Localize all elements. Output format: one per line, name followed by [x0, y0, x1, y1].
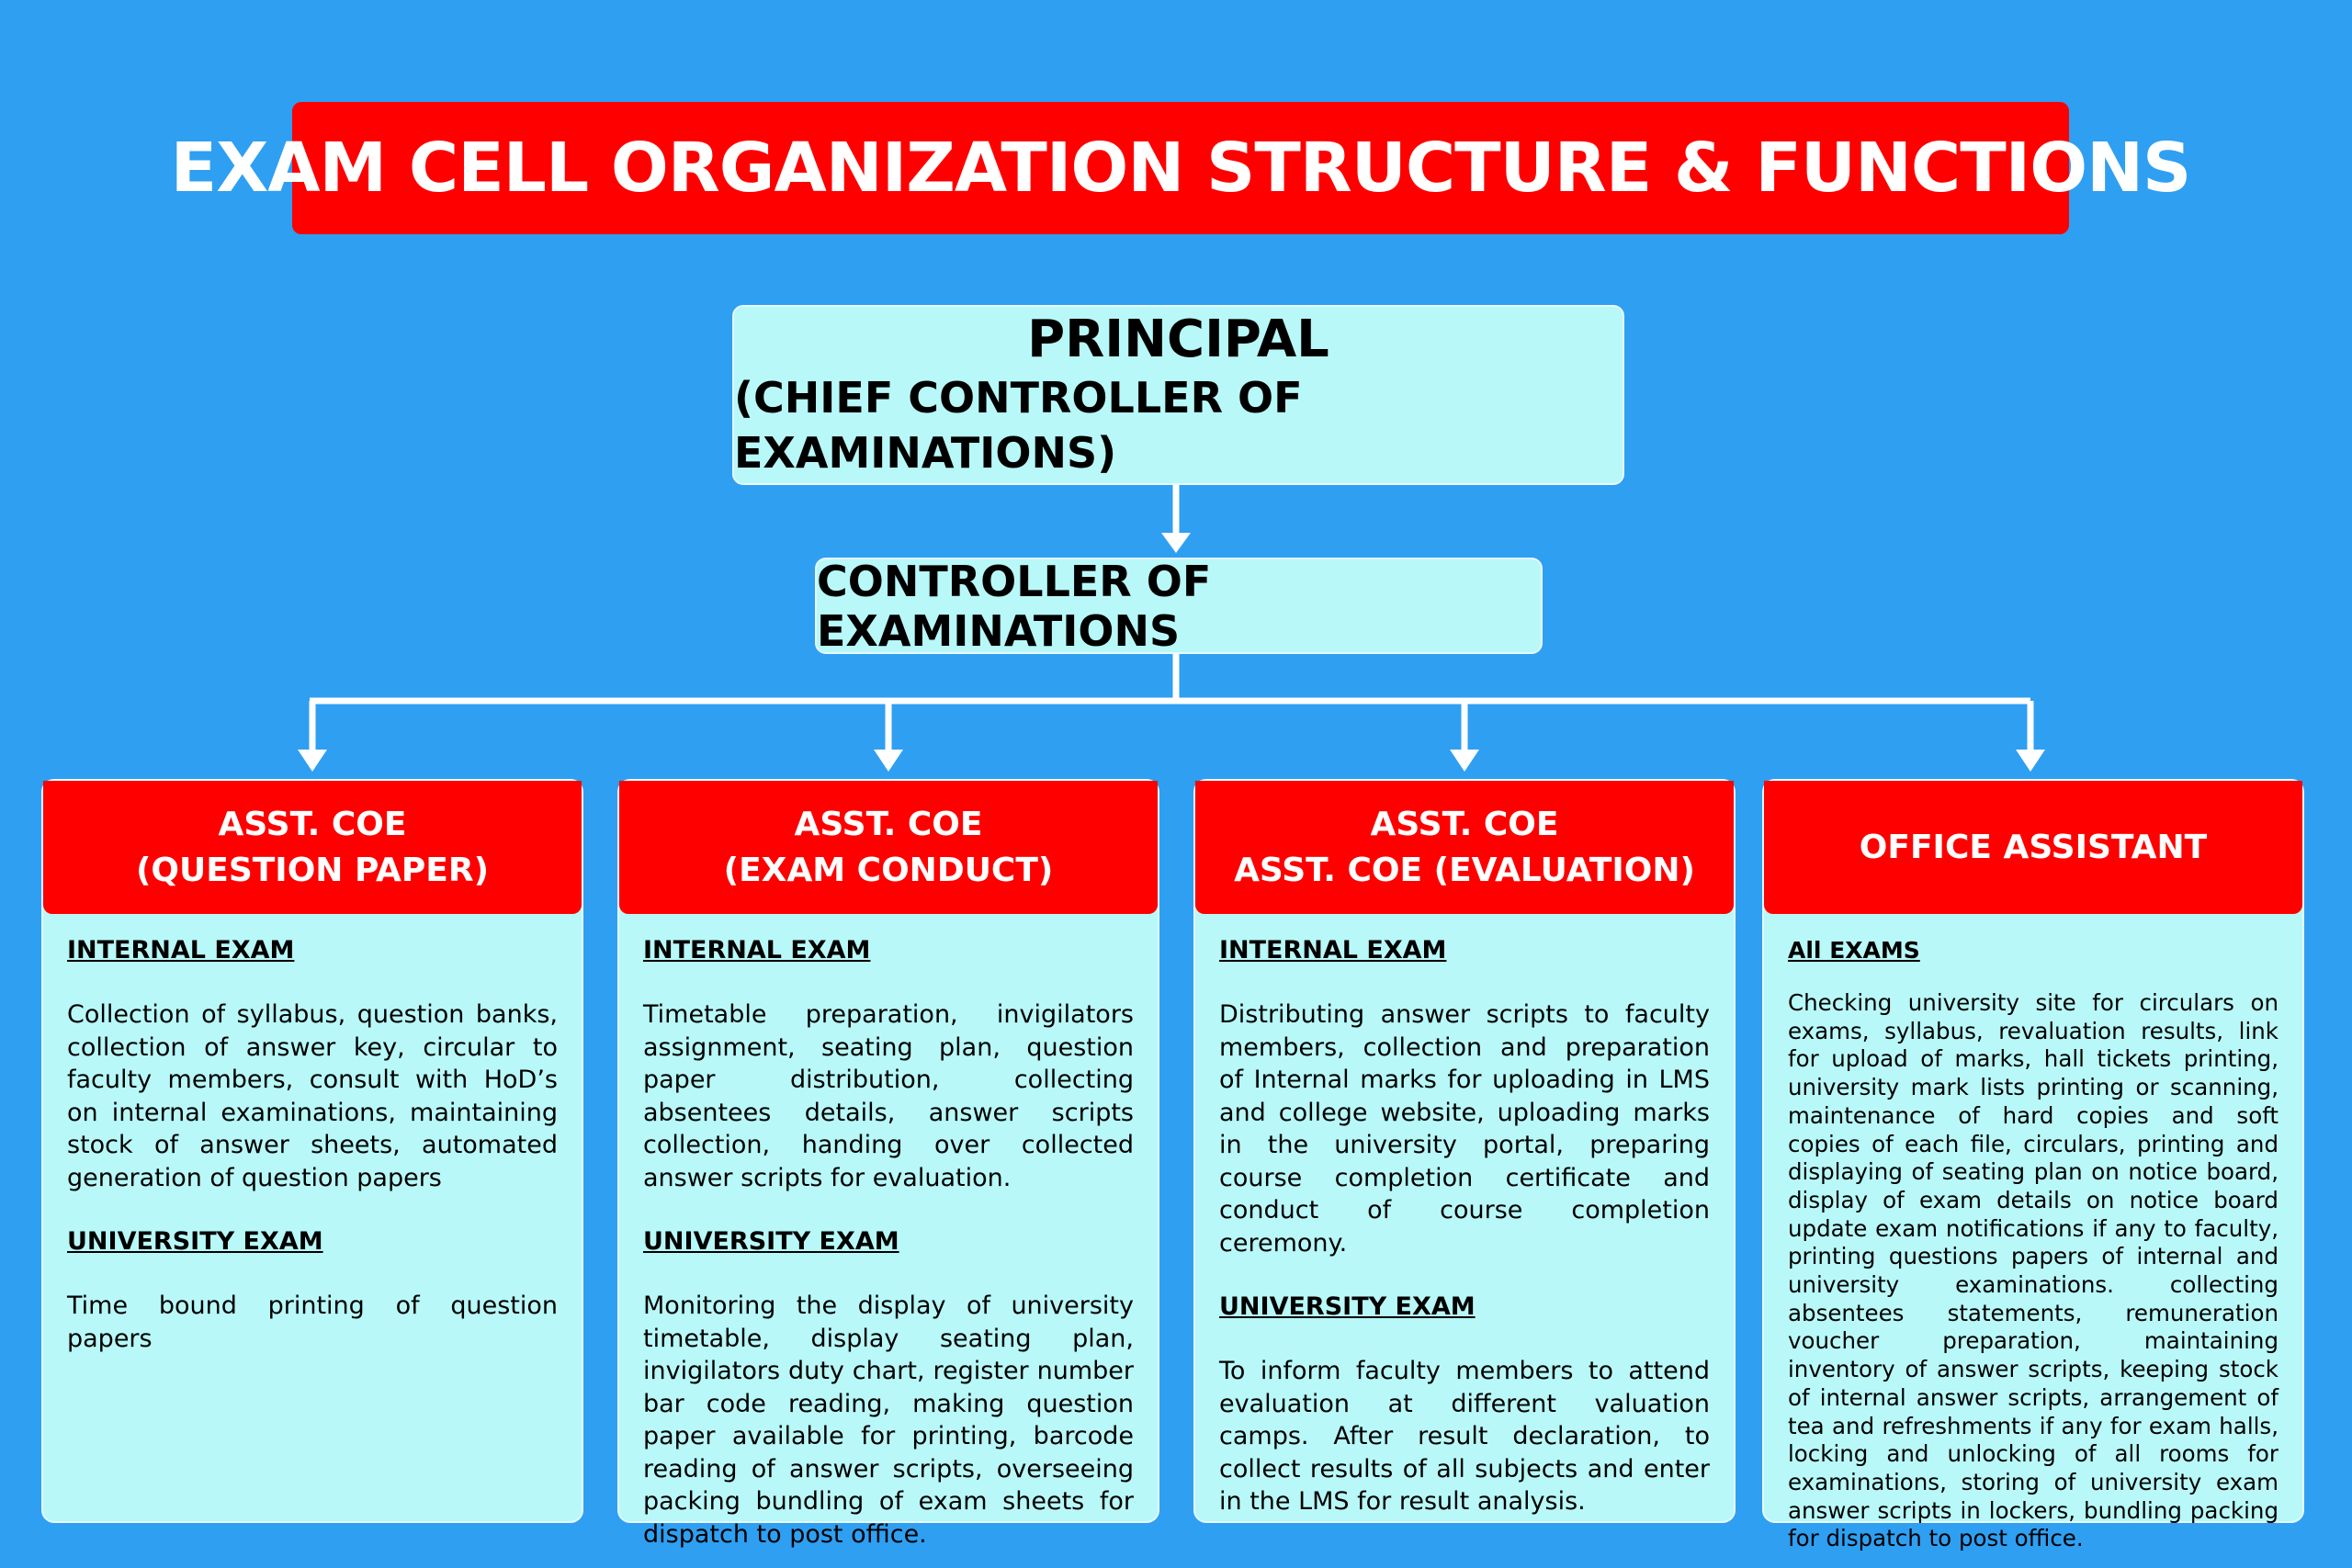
section-text: Timetable preparation, invigilators assignment, seating plan, question paper distribution, collecting absentees details, answer scripts collection, handing over collected answer scripts for evaluation.: [643, 1000, 1134, 1192]
card-header-line: ASST. COE: [218, 805, 407, 843]
section-title: UNIVERSITY EXAM: [1219, 1292, 1476, 1321]
card-header: [43, 781, 582, 914]
card-body: [1195, 914, 1734, 1518]
card-body: [43, 914, 582, 1355]
card-header-line: ASST. COE (EVALUATION): [1234, 851, 1695, 889]
card-exam-conduct: [617, 779, 1159, 1549]
section-title: All EXAMS: [1788, 937, 1920, 964]
arrowhead-3: [1450, 750, 1479, 772]
card-header-line: ASST. COE: [1370, 805, 1559, 843]
card-office-assistant: [1762, 779, 2304, 1552]
section-text: Collection of syllabus, question banks, collection of answer key, circular to faculty members, consult with HoD’s on internal examinations, maintaining stock of answer sheets, automated generation of question papers: [67, 1000, 558, 1192]
section-title: INTERNAL EXAM: [643, 936, 871, 964]
card-header-line: OFFICE ASSISTANT: [1859, 828, 2208, 866]
section-title: INTERNAL EXAM: [67, 936, 295, 964]
arrowhead-1: [298, 750, 327, 772]
card-body: [1764, 914, 2302, 1553]
card-evaluation: [1193, 779, 1736, 1523]
page-title: EXAM CELL ORGANIZATION STRUCTURE & FUNCTIONS: [170, 129, 2191, 208]
section-text: Checking university site for circulars on exams, syllabus, revaluation results, link for upload of marks, hall tickets printing, university mark lists printing or scanning, maintenance of hard copies and soft copies of each file, circulars, printing and displaying of seating plan on notice board, display of exam details on notice board update exam notifications if any to faculty, printing questions papers of internal and university examinations. collecting absentees statements, remuneration voucher preparation, maintaining inventory of answer scripts, keeping stock of internal answer scripts, arrangement of tea and refreshments if any for exam halls, locking and unlocking of all rooms for examinations, storing of university exam answer scripts in lockers, bundling packing for dispatch to post office.: [1788, 989, 2278, 1552]
card-header: [1195, 781, 1734, 914]
arrowhead-2: [874, 750, 903, 772]
card-header: [619, 781, 1158, 914]
section-title: UNIVERSITY EXAM: [67, 1227, 323, 1256]
card-header-line: ASST. COE: [794, 805, 983, 843]
card-question-paper: [41, 779, 583, 1523]
section-title: UNIVERSITY EXAM: [643, 1227, 899, 1256]
card-body: [619, 914, 1158, 1551]
card-header: [1764, 781, 2302, 914]
principal-title: PRINCIPAL: [1027, 310, 1329, 369]
section-text: Time bound printing of question papers: [67, 1292, 558, 1353]
section-text: Distributing answer scripts to faculty members, collection and preparation of Internal marks for uploading in LMS and college website, uploading marks in the university portal, preparing course completion certificate and conduct of course completion ceremony.: [1219, 1000, 1710, 1258]
section-text: To inform faculty members to attend evaluation at different valuation camps. After result declaration, to collect results of all subjects and enter in the LMS for result analysis.: [1219, 1357, 1710, 1516]
principal-subtitle: (CHIEF CONTROLLER OF EXAMINATIONS): [734, 373, 1303, 478]
section-text: Monitoring the display of university timetable, display seating plan, invigilators duty chart, register number bar code reading, making question paper available for printing, barcode reading of answer scripts, overseeing packing bundling of exam sheets for dispatch to post office.: [643, 1292, 1134, 1549]
card-header-line: (EXAM CONDUCT): [723, 851, 1054, 889]
controller-title: CONTROLLER OF EXAMINATIONS: [817, 556, 1212, 656]
arrowhead-principal-to-coe: [1161, 533, 1191, 553]
card-header-line: (QUESTION PAPER): [135, 851, 490, 889]
arrowhead-4: [2016, 750, 2045, 772]
section-title: INTERNAL EXAM: [1219, 936, 1447, 964]
